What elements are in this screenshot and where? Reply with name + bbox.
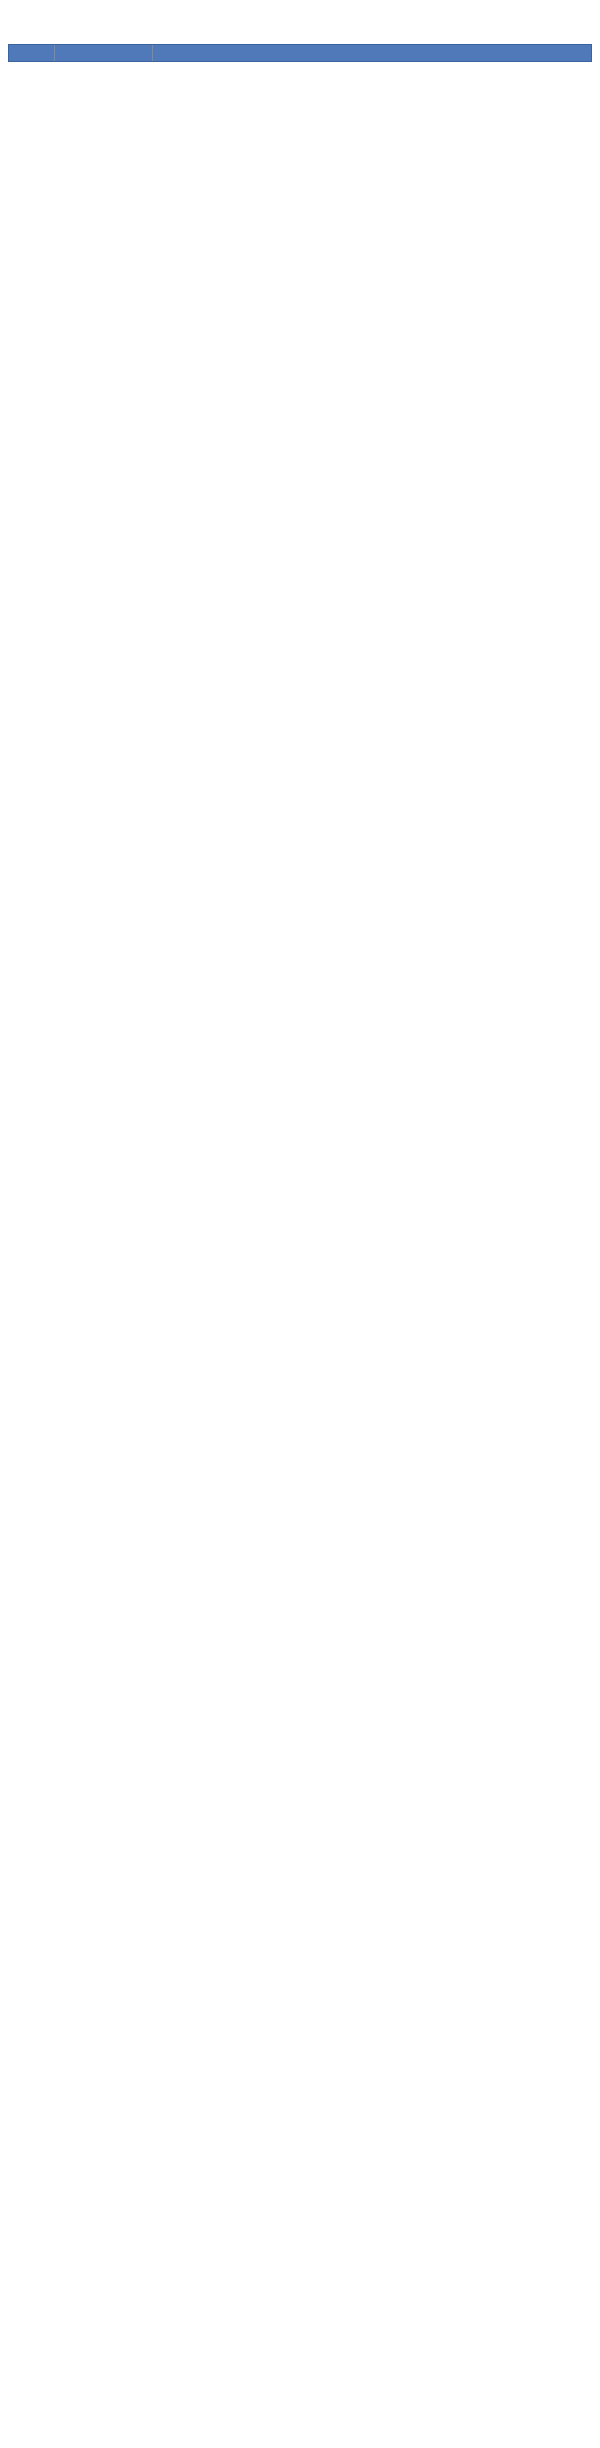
header-number (9, 45, 55, 61)
header-location (153, 45, 591, 61)
header-street (55, 45, 153, 61)
table-header (8, 44, 592, 62)
page-title (0, 0, 600, 44)
testing-sites-table (8, 44, 592, 62)
